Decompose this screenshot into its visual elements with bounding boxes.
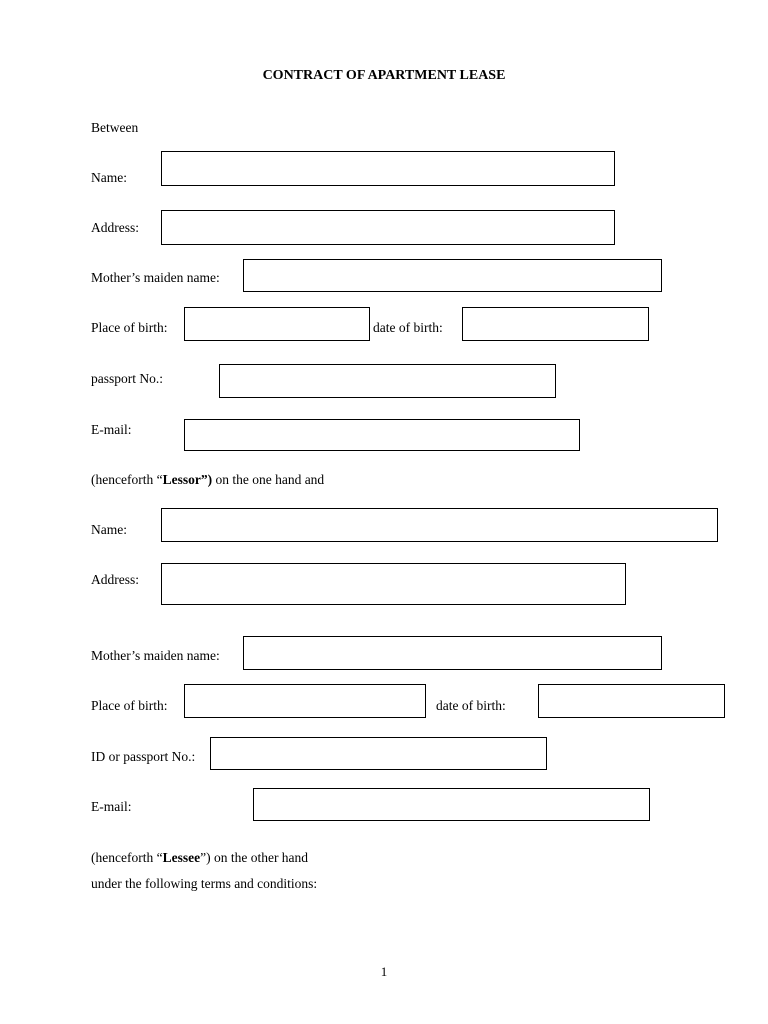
lessor-email-label: E-mail: <box>91 422 132 437</box>
lessee-mother-field[interactable] <box>243 636 662 670</box>
lessor-birthdate-field[interactable] <box>462 307 649 341</box>
lessee-birthdate-field[interactable] <box>538 684 725 718</box>
lessor-email-field[interactable] <box>184 419 580 451</box>
lessee-henceforth-text: (henceforth “Lessee”) on the other hand <box>91 850 309 865</box>
lessee-address-field[interactable] <box>161 563 626 605</box>
lessee-address-label: Address: <box>91 572 139 587</box>
lessee-id-field[interactable] <box>210 737 547 770</box>
lessee-mother-label: Mother’s maiden name: <box>91 648 220 663</box>
lessee-role: Lessee <box>162 850 201 865</box>
document-title: CONTRACT OF APARTMENT LEASE <box>262 68 506 83</box>
lessee-name-label: Name: <box>91 522 127 537</box>
lessor-name-label: Name: <box>91 170 127 185</box>
lessor-birthdate-label: date of birth: <box>373 320 443 335</box>
lessee-id-label: ID or passport No.: <box>91 749 196 764</box>
lessee-birthplace-label: Place of birth: <box>91 698 168 713</box>
lessor-henceforth-text: (henceforth “Lessor”) on the one hand and <box>91 472 325 487</box>
lessee-name-field[interactable] <box>161 508 718 542</box>
lessee-email-label: E-mail: <box>91 799 132 814</box>
lessor-mother-field[interactable] <box>243 259 662 292</box>
lessee-email-field[interactable] <box>253 788 650 821</box>
intro-text: Between <box>91 120 139 135</box>
lessor-passport-field[interactable] <box>219 364 556 398</box>
page-number: 1 <box>380 964 388 979</box>
lessor-address-label: Address: <box>91 220 139 235</box>
terms-intro-text: under the following terms and conditions: <box>91 876 318 891</box>
lessor-birthplace-label: Place of birth: <box>91 320 168 335</box>
lessee-birthplace-field[interactable] <box>184 684 426 718</box>
lessor-role: Lessor”) <box>162 472 213 487</box>
lessor-name-field[interactable] <box>161 151 615 186</box>
lessee-birthdate-label: date of birth: <box>436 698 506 713</box>
lessor-passport-label: passport No.: <box>91 371 163 386</box>
lessor-address-field[interactable] <box>161 210 615 245</box>
lessor-birthplace-field[interactable] <box>184 307 370 341</box>
lessor-mother-label: Mother’s maiden name: <box>91 270 220 285</box>
